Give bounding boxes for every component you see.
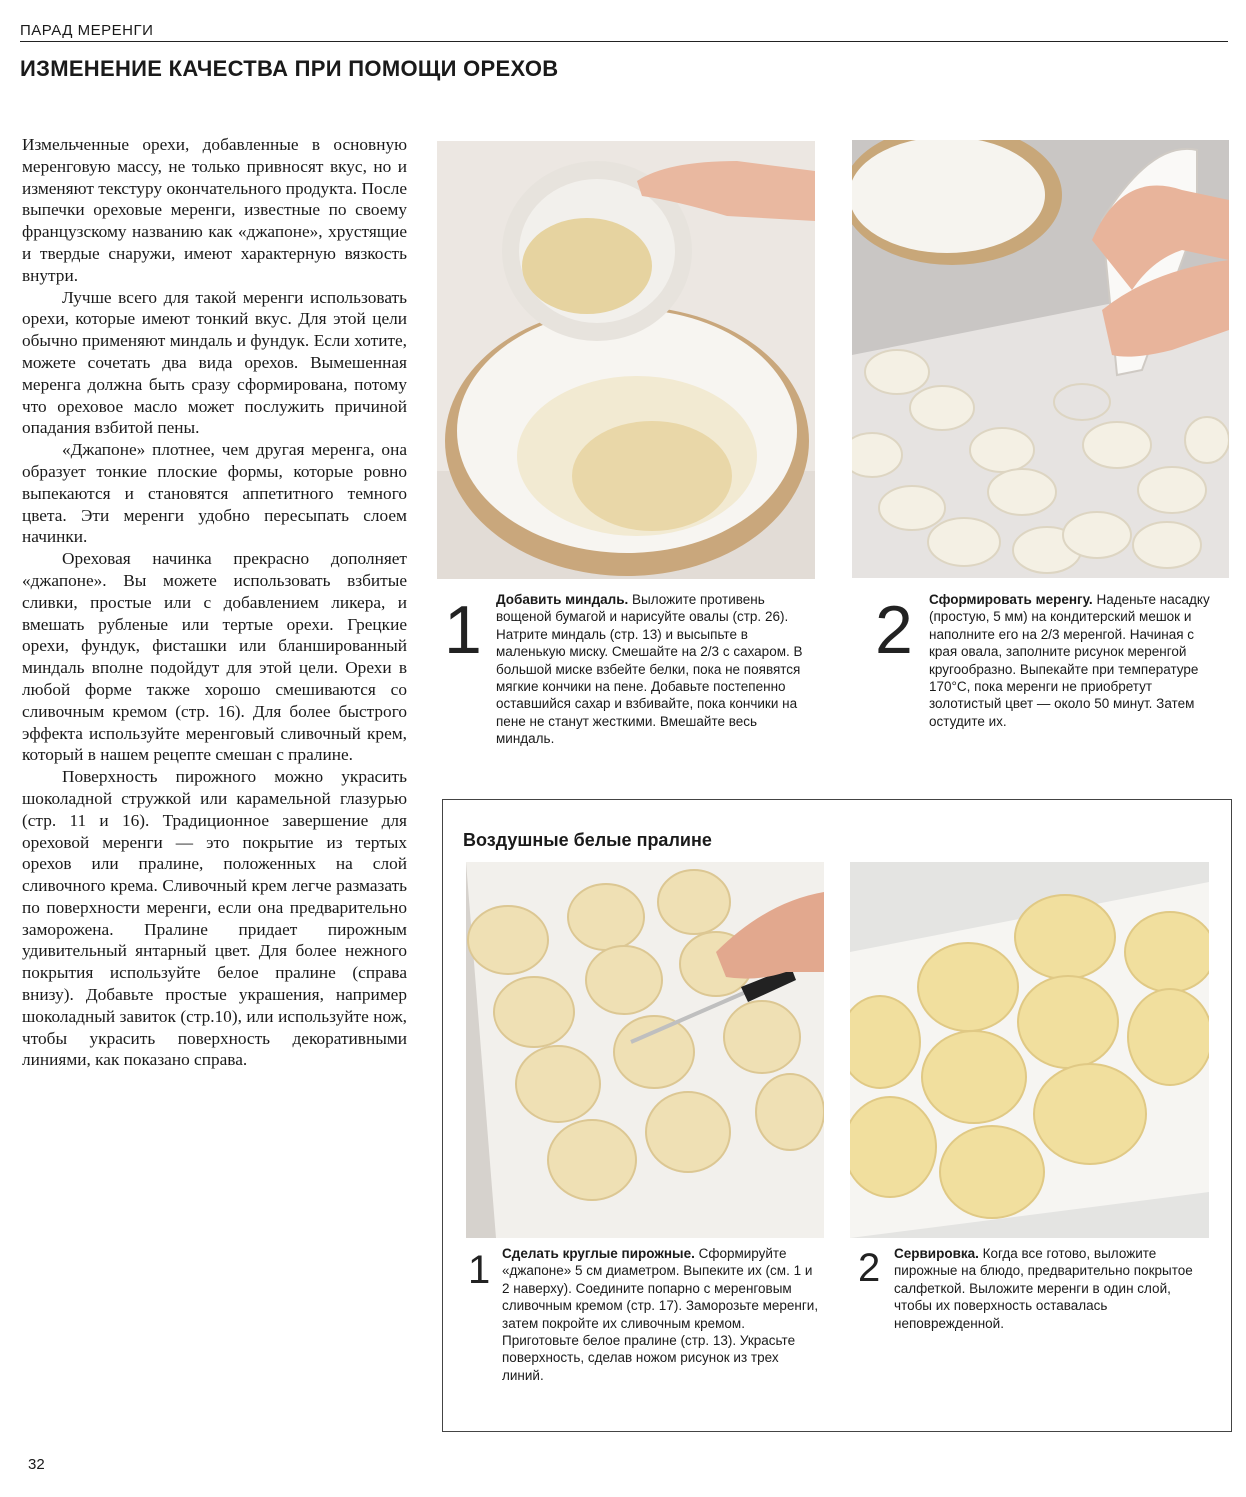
photo-cutting-pralines [466,862,824,1238]
step-heading: Добавить миндаль. [496,592,629,607]
step-caption [496,591,814,748]
step-caption [894,1245,1209,1332]
step-text: Выложите противень вощеной бумагой и нарисуйте овалы (стр. 26). Натрите миндаль (стр. 13) и высыпьте в маленькую миску. Смешайте на 2/3 с сахаром. В большой миске взбейте белки, пока не появятся мягкие кончики на пене. Добавьте постепенно оставшийся сахар и взбивайте, пока кончики на пене не станут жесткими. Вмешайте весь миндаль. [496,592,803,747]
step-text: Наденьте насадку (простую, 5 мм) на кондитерский мешок и наполните его на 2/3 меренгой. Начиная с края овала, заполните рисунок меренгой кругообразно. Выпекайте при температуре 170°C, пока меренги не приобретут золотистый цвет — около 50 минут. Затем остудите их. [929,592,1210,729]
body-text [22,134,407,1071]
paragraph: Измельченные орехи, добавленные в основную меренговую массу, не только привносят вкус, но и изменяют текстуру окончательного продукта. После выпечки ореховые меренги, известные по своему французскому названию как «джапоне», хрустящие и твердые снаружи, имеют характерную вязкость внутри. [22,135,407,285]
step-heading: Сделать круглые пирожные. [502,1246,695,1261]
header-rule [20,41,1228,42]
page-number: 32 [28,1456,45,1473]
photo-adding-almonds [437,141,815,579]
step-heading: Сервировка. [894,1246,979,1261]
paragraph: Поверхность пирожного можно украсить шоколадной стружкой или карамельной глазурью (стр. 11 и 16). Традиционное завершение для ореховой меренги — это покрытие из тертых орехов или пралине, положенных на слой сливочного крема. Сливочный крем легче размазать по поверхности меренги, если она предварительно заморожена. Пралине придает пирожным удивительный янтарный цвет. Для более нежного покрытия используйте белое пралине (справа внизу). Добавьте простые украшения, например шоколадный завиток (стр.10), или используйте нож, чтобы украсить поверхность декоративными линиями, как показано справа. [22,767,407,1070]
paragraph: Лучше всего для такой меренги использовать орехи, которые имеют тонкий вкус. Для этой цели обычно применяют миндаль и фундук. Если хотите, можете сочетать два вида орехов. Вымешенная меренга должна быть сразу сформирована, потому что ореховое масло может послужить причиной опадания взбитой пены. [22,287,407,438]
step-text: Сформируйте «джапоне» 5 см диаметром. Выпеките их (см. 1 и 2 наверху). Соедините попарно с меренговым сливочным кремом (стр. 17). Заморозьте меренги, затем покройте их сливочным кремом. Приготовьте белое пралине (стр. 13). Украсьте поверхность, сделав ножом рисунок из трех линий. [502,1246,819,1383]
photo-serving-pralines [850,862,1209,1238]
step-number: 1 [444,592,482,668]
paragraph: «Джапоне» плотнее, чем другая меренга, она образует тонкие плоские формы, которые ровно выпекаются и становятся аппетитного темного цвета. Эти меренги удобно пересыпать слоем начинки. [22,440,407,547]
box-title: Воздушные белые пралине [463,830,712,850]
step-caption [502,1245,820,1384]
step-text: Когда все готово, выложите пирожные на блюдо, предварительно покрытое салфеткой. Выложите меренги в один слой, чтобы их поверхность оставалась неповрежденной. [894,1246,1193,1331]
step-heading: Сформировать меренгу. [929,592,1093,607]
photo-piping-meringue [852,140,1229,578]
step-caption [929,591,1219,730]
step-number: 1 [468,1248,491,1292]
section-title: ПАРАД МЕРЕНГИ [20,22,154,39]
paragraph: Ореховая начинка прекрасно дополняет «джапоне». Вы можете использовать взбитые сливки, простые или с добавлением ликера, и вмешать рубленые или тертые орехи. Грецкие орехи, фундук, фисташки или бланшированный миндаль вполне подойдут для этой цели. Орехи в любой форме также хорошо смешиваются со сливочным кремом (стр. 16). Для более быстрого эффекта используйте меренговый сливочный крем, который в нашем рецепте смешан с пралине. [22,549,407,765]
page-title: ИЗМЕНЕНИЕ КАЧЕСТВА ПРИ ПОМОЩИ ОРЕХОВ [20,56,559,81]
step-number: 2 [858,1246,881,1290]
step-number: 2 [875,592,913,668]
